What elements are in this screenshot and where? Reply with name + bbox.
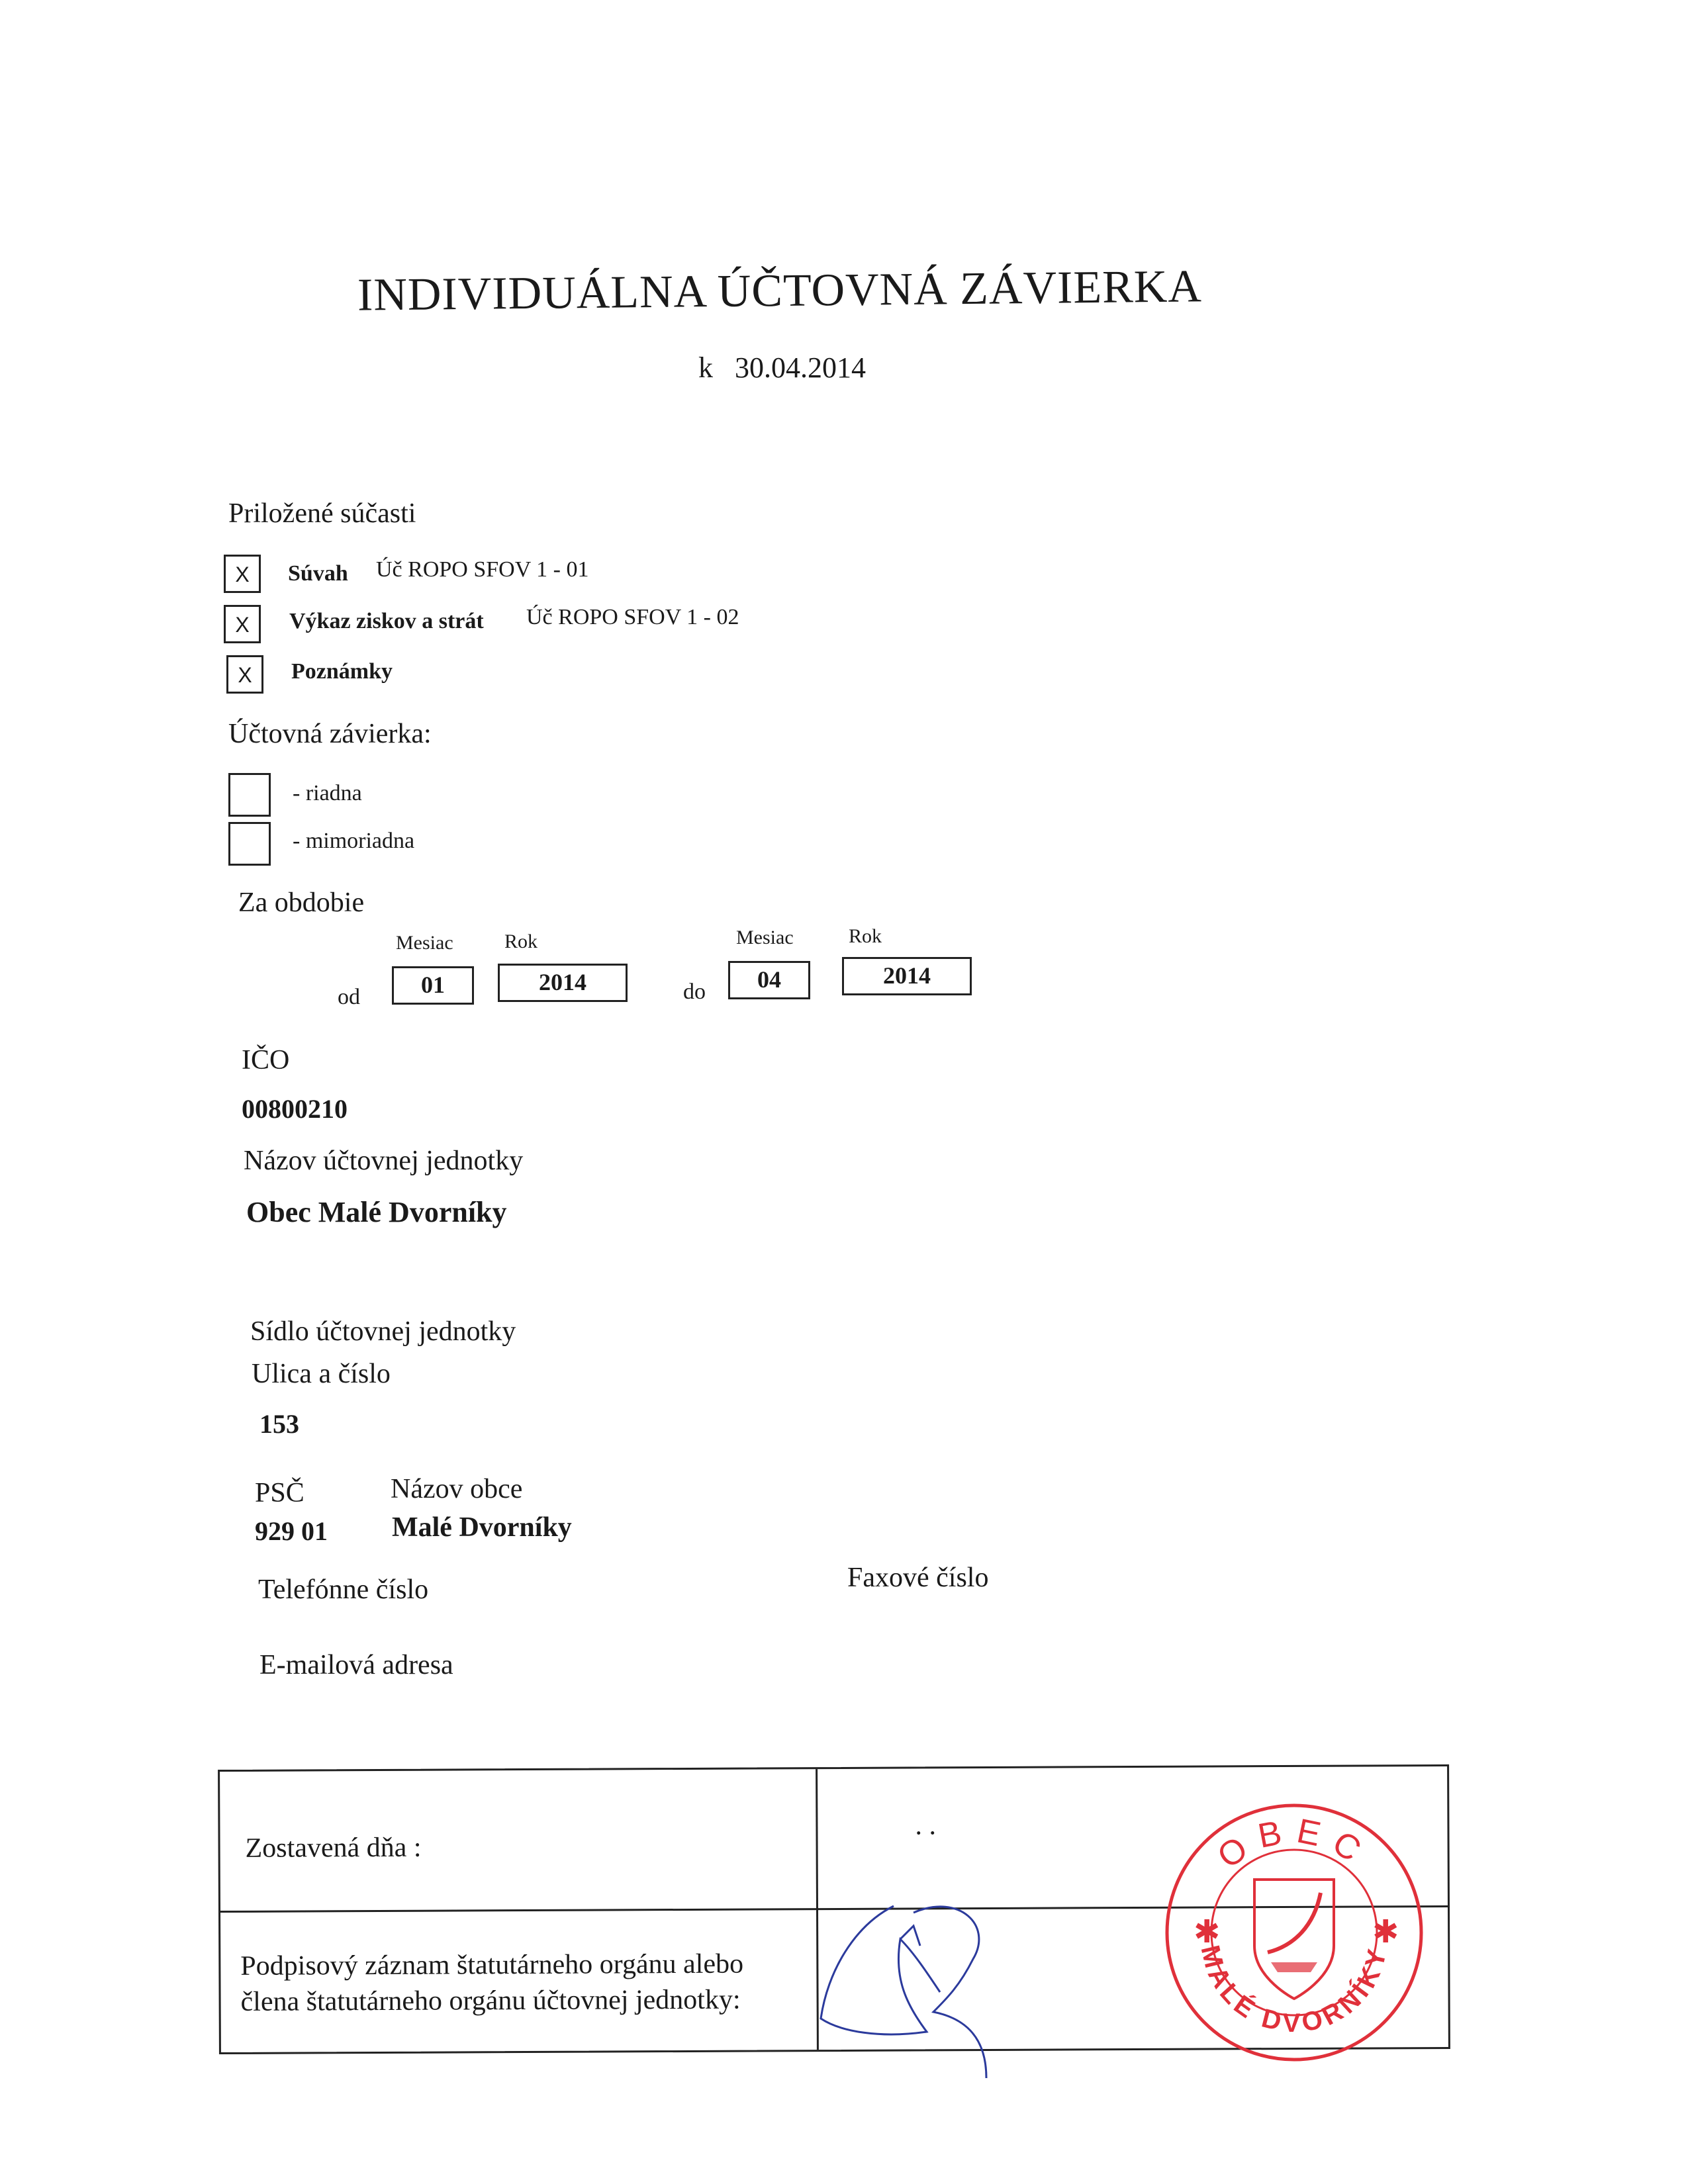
email-label: E-mailová adresa — [259, 1650, 453, 1680]
seat-label: Sídlo účtovnej jednotky — [250, 1316, 516, 1347]
closing-type-label: Účtovná závierka: — [228, 719, 432, 749]
official-stamp — [1162, 1800, 1427, 2065]
component-name-poznamky: Poznámky — [291, 659, 393, 684]
street-value: 153 — [259, 1409, 299, 1439]
fax-label: Faxové číslo — [847, 1563, 989, 1593]
from-month-field[interactable]: 01 — [392, 966, 474, 1005]
option-riadna: - riadna — [293, 781, 362, 805]
component-code-suvaha: Úč ROPO SFOV 1 - 01 — [376, 557, 589, 582]
checkbox-suvaha[interactable]: X — [224, 555, 261, 593]
signature-label-line2: člena štatutárneho orgánu účtovnej jednotky: — [240, 1984, 741, 2017]
component-code-vykaz: Úč ROPO SFOV 1 - 02 — [526, 605, 739, 629]
stamp-top-text: OBEC — [1211, 1811, 1378, 1876]
component-name-suvaha: Súvah — [288, 561, 348, 586]
ico-value: 00800210 — [242, 1094, 348, 1124]
compiled-value: . . — [915, 1810, 937, 1841]
signature-label-line1: Podpisový záznam štatutárneho orgánu alebo — [240, 1948, 744, 1981]
city-value: Malé Dvorníky — [392, 1512, 572, 1543]
ico-label: IČO — [242, 1045, 290, 1075]
stamp-bottom-text: MALÉ DVORNÍKY — [1195, 1942, 1393, 2038]
closing-date: 30.04.2014 — [735, 351, 866, 384]
checkbox-poznamky[interactable]: X — [226, 655, 263, 694]
component-name-vykaz: Výkaz ziskov a strát — [289, 609, 484, 633]
period-label: Za obdobie — [238, 887, 365, 918]
from-month-label: Mesiac — [396, 932, 453, 954]
stamp-star-right-icon: ✱ — [1372, 1913, 1399, 1950]
to-year-label: Rok — [849, 925, 882, 947]
compiled-label: Zostavená dňa : — [245, 1832, 422, 1864]
to-month-label: Mesiac — [736, 927, 794, 948]
entity-name: Obec Malé Dvorníky — [246, 1196, 507, 1228]
checkbox-riadna[interactable] — [228, 773, 271, 817]
from-label: od — [338, 985, 360, 1009]
stamp-star-left-icon: ✱ — [1194, 1913, 1221, 1950]
psc-label: PSČ — [255, 1478, 305, 1508]
psc-value: 929 01 — [255, 1516, 328, 1546]
from-year-field[interactable]: 2014 — [498, 964, 628, 1002]
to-label: do — [683, 979, 706, 1004]
closing-date-line — [698, 351, 866, 385]
date-prefix: k — [698, 351, 713, 384]
handwritten-signature — [814, 1886, 1026, 2085]
checkbox-mimoriadna[interactable] — [228, 822, 271, 866]
option-mimoriadna: - mimoriadna — [293, 829, 415, 853]
page-title: INDIVIDUÁLNA ÚČTOVNÁ ZÁVIERKA — [357, 261, 1203, 321]
checkbox-vykaz[interactable]: X — [224, 605, 261, 643]
to-year-field[interactable]: 2014 — [842, 957, 972, 995]
components-label: Priložené súčasti — [228, 498, 416, 529]
entity-name-label: Názov účtovnej jednotky — [244, 1146, 524, 1176]
street-label: Ulica a číslo — [252, 1359, 391, 1389]
phone-label: Telefónne číslo — [258, 1574, 429, 1605]
to-month-field[interactable]: 04 — [728, 961, 810, 999]
from-year-label: Rok — [504, 931, 538, 952]
city-label: Názov obce — [391, 1474, 523, 1504]
